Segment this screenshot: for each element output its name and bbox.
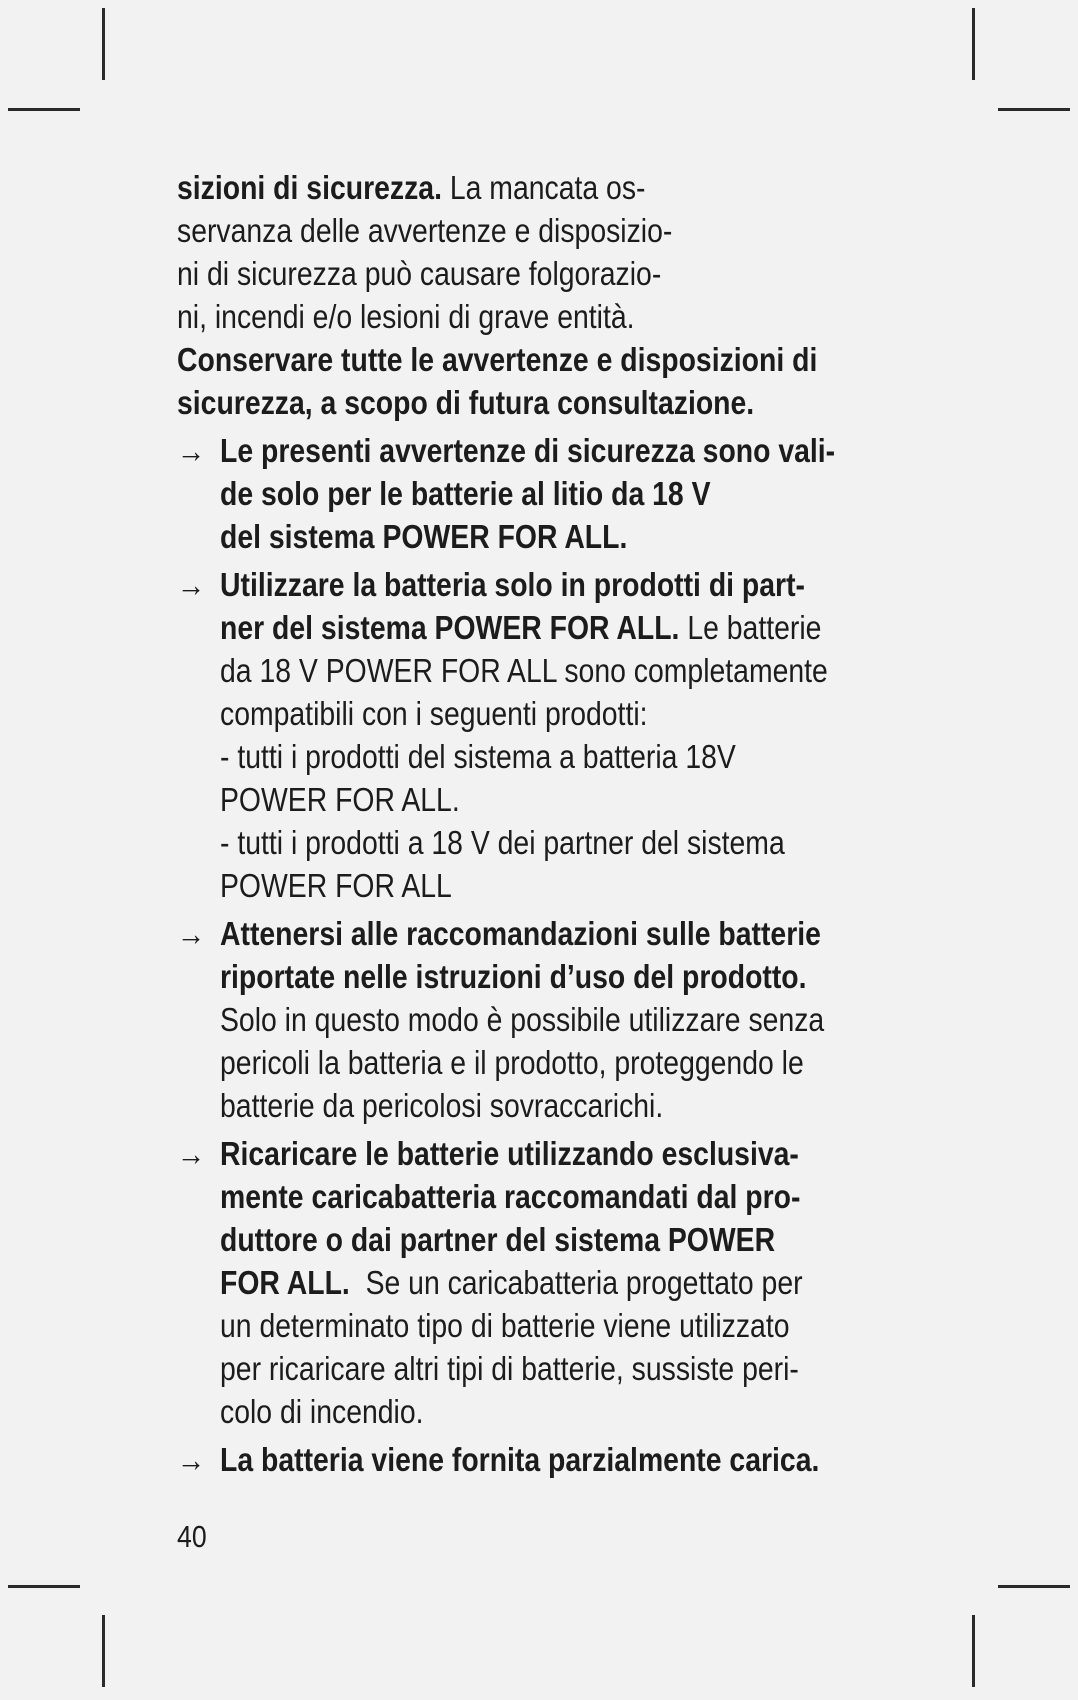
bullet-2-line-3: da 18 V POWER FOR ALL sono completamente [220,652,828,689]
intro-line-2: servanza delle avvertenze e disposizio- [177,212,673,249]
bullet-5-line-1: La batteria viene fornita parzialmente carica. [220,1441,820,1478]
bullet-4-line-2: mente caricabatteria raccomandati dal pro- [220,1178,801,1215]
bullet-3-line-1: Attenersi alle raccomandazioni sulle batterie [220,915,821,952]
bullet-4-line-1: Ricaricare le batterie utilizzando esclusiva- [220,1135,799,1172]
bullet-3-line-5: batterie da pericolosi sovraccarichi. [220,1087,664,1124]
crop-mark-bottom-right-horizontal [998,1585,1070,1588]
bullet-item-4 [177,1132,813,1433]
bullet-4-line-4: FOR ALL. Se un caricabatteria progettato per [220,1264,803,1301]
crop-mark-top-right-horizontal [998,108,1070,111]
crop-mark-top-right-vertical [972,8,975,80]
intro-line-1: sizioni di sicurezza. La mancata os- [177,169,646,206]
bullet-3-line-3: Solo in questo modo è possibile utilizzare senza [220,1001,825,1038]
bullet-2-line-1: Utilizzare la batteria solo in prodotti di part- [220,566,806,603]
bullet-4-line-5: un determinato tipo di batterie viene utilizzato [220,1307,790,1344]
intro-line-6: sicurezza, a scopo di futura consultazione. [177,384,755,421]
bullet-4-line-6: per ricaricare altri tipi di batterie, sussiste peri- [220,1350,799,1387]
arrow-icon: → [177,1441,206,1478]
intro-line-5: Conservare tutte le avvertenze e disposizioni di [177,341,818,378]
bullet-item-5 [177,1438,820,1481]
bullet-3-line-2: riportate nelle istruzioni d’uso del prodotto. [220,958,807,995]
document-body [177,166,836,1481]
arrow-icon: → [177,1135,206,1172]
crop-mark-top-left-vertical [102,8,105,80]
page-number: 40 [177,1519,207,1554]
intro-line-4: ni, incendi e/o lesioni di grave entità. [177,298,635,335]
bullet-2-line-4: compatibili con i seguenti prodotti: [220,695,648,732]
bullet-4-line-7: colo di incendio. [220,1393,424,1430]
bullet-item-2 [177,563,828,907]
bullet-item-1 [177,429,836,558]
bullet-1-line-2: de solo per le batterie al litio da 18 V [220,475,711,512]
intro-paragraph [177,166,818,424]
bullet-2-line-2: ner del sistema POWER FOR ALL. Le batterie [220,609,822,646]
bullet-3-line-4: pericoli la batteria e il prodotto, proteggendo le [220,1044,804,1081]
bullet-1-line-3: del sistema POWER FOR ALL. [220,518,628,555]
arrow-icon: → [177,432,206,469]
bullet-4-line-3: duttore o dai partner del sistema POWER [220,1221,776,1258]
crop-mark-bottom-left-horizontal [8,1585,80,1588]
crop-mark-bottom-left-vertical [102,1615,105,1687]
bullet-2-line-8: POWER FOR ALL [220,867,452,904]
intro-line-3: ni di sicurezza può causare folgorazio- [177,255,662,292]
arrow-icon: → [177,566,206,603]
bullet-2-line-7: - tutti i prodotti a 18 V dei partner del sistema [220,824,785,861]
crop-mark-bottom-right-vertical [972,1615,975,1687]
bullet-2-line-5: - tutti i prodotti del sistema a batteria 18V [220,738,736,775]
arrow-icon: → [177,915,206,952]
bullet-item-3 [177,912,825,1127]
crop-mark-top-left-horizontal [8,108,80,111]
bullet-2-line-6: POWER FOR ALL. [220,781,460,818]
bullet-1-line-1: Le presenti avvertenze di sicurezza sono vali- [220,432,836,469]
